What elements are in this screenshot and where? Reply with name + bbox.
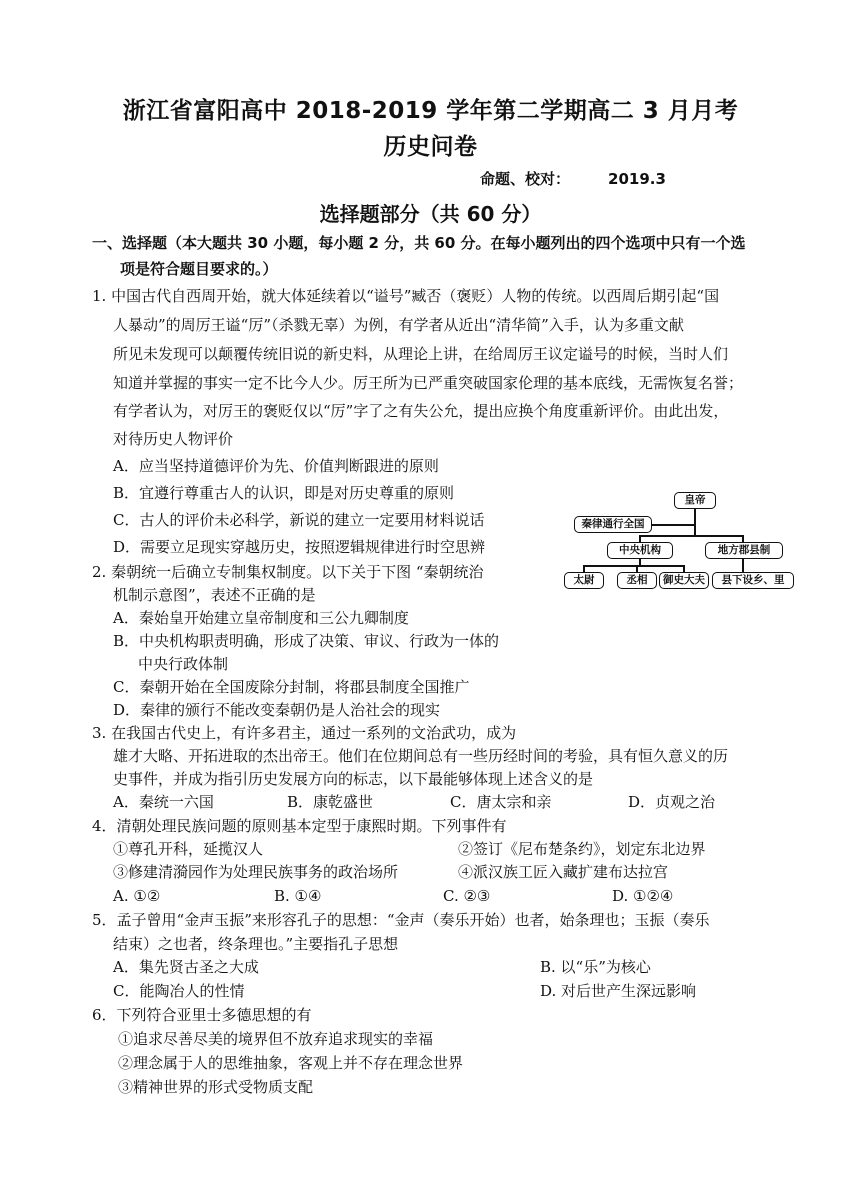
diagram-chengxiang-box: 丞相 (617, 572, 657, 589)
diagram-connector (639, 535, 641, 543)
exam-title: 浙江省富阳高中 2018-2019 学年第二学期高二 3 月月考 (122, 98, 739, 124)
diagram-connector (683, 565, 685, 573)
setter-line (480, 168, 666, 189)
question-1-option-c: C．古人的评价未必科学，新说的建立一定要用材料说话 (113, 511, 485, 529)
question-5-line: 结束）之也者，终条理也。”主要指孔子思想 (113, 935, 399, 953)
question-4-item-1: ①尊孔开科，延揽汉人 (113, 840, 264, 858)
question-6-item-3: ③精神世界的形式受物质支配 (118, 1078, 314, 1096)
question-5-option-a: A．集先贤古圣之大成 (113, 958, 259, 976)
question-2-option-a: A．秦始皇开始建立皇帝制度和三公九卿制度 (113, 609, 409, 627)
question-1-option-b: B．宜遵行尊重古人的认识，即是对历史尊重的原则 (113, 484, 455, 502)
question-2-line: 机制示意图”，表述不正确的是 (113, 586, 316, 604)
section-title: 选择题部分（共 60 分） (319, 202, 542, 226)
diagram-connector (742, 559, 744, 573)
question-5-option-b: B. 以“乐”为核心 (540, 958, 651, 976)
question-1-line: 所见未发现可以颠覆传统旧说的新史料，从理论上讲，在给周厉王议定谥号的时候，当时人们 (113, 345, 729, 363)
question-6-item-1: ①追求尽善尽美的境界但不放弃追求现实的幸福 (118, 1030, 434, 1048)
question-5-option-d: D. 对后世产生深远影响 (540, 982, 697, 1000)
question-4-item-3: ③修建清漪园作为处理民族事务的政治场所 (113, 863, 399, 881)
diagram-connector (636, 565, 638, 573)
qin-governance-diagram (562, 488, 800, 598)
diagram-central-box: 中央机构 (607, 542, 673, 559)
setter-label: 命题、校对： (480, 170, 571, 188)
diagram-connector (742, 535, 744, 543)
diagram-connector (583, 565, 684, 567)
diagram-emperor-box: 皇帝 (674, 492, 716, 509)
question-4-item-2: ②签订《尼布楚条约》，划定东北边界 (458, 840, 706, 858)
question-4-option-a: A. ①② (113, 887, 161, 905)
question-4-line: 4．清朝处理民族问题的原则基本定型于康熙时期。下列事件有 (92, 817, 507, 835)
diagram-connector (583, 565, 585, 573)
question-1-line: 知道并掌握的事实一定不比今人少。厉王所为已严重突破国家伦理的基本底线，无需恢复名誉； (113, 374, 744, 392)
question-3-option-a: A．秦统一六国 (113, 793, 214, 811)
exam-date: 2019.3 (608, 170, 666, 188)
question-3-option-c: C．唐太宗和亲 (450, 793, 552, 811)
question-5-line: 5．孟子曾用“金声玉振”来形容孔子的思想：“金声（奏乐开始）也者，始条理也；玉振（奏乐 (92, 911, 710, 929)
question-2-option-b: B．中央机构职责明确，形成了决策、审议、行政为一体的 (113, 632, 500, 650)
question-4-option-b: B. ①④ (274, 887, 322, 905)
question-6-line: 6．下列符合亚里士多德思想的有 (92, 1006, 312, 1024)
section-instruction: 一、选择题（本大题共 30 小题，每小题 2 分，共 60 分。在每小题列出的四个选项中只有一个选 (92, 234, 746, 252)
question-1-line: 人暴动”的周厉王谥“厉”（杀戮无辜）为例，有学者从近出“清华简”入手，认为多重文献 (113, 316, 684, 334)
question-4-option-c: C. ②③ (443, 887, 491, 905)
diagram-law-box: 秦律通行全国 (574, 516, 652, 533)
question-1-option-d: D．需要立足现实穿越历史，按照逻辑规律进行时空思辨 (113, 538, 486, 556)
question-5-option-c: C．能陶冶人的性情 (113, 982, 245, 1000)
question-3-option-b: B．康乾盛世 (287, 793, 374, 811)
diagram-taiwei-box: 太尉 (564, 572, 604, 589)
question-2-option-b-cont: 中央行政体制 (138, 655, 229, 673)
diagram-yushi-box: 御史大夫 (659, 572, 709, 589)
exam-subject: 历史问卷 (383, 134, 478, 160)
question-6-item-2: ②理念属于人的思维抽象，客观上并不存在理念世界 (118, 1054, 464, 1072)
question-1-line: 对待历史人物评价 (113, 430, 234, 448)
diagram-local-box: 地方郡县制 (705, 542, 783, 559)
question-1-line: 有学者认为，对厉王的褒贬仅以“厉”字了之有失公允，提出应换个角度重新评价。由此出发， (113, 402, 729, 420)
question-4-item-4: ④派汉族工匠入藏扩建布达拉宫 (458, 863, 669, 881)
diagram-connector (639, 535, 743, 537)
question-3-option-d: D．贞观之治 (628, 793, 716, 811)
question-3-line: 雄才大略、开拓进取的杰出帝王。他们在位期间总有一些历经时间的考验，具有恒久意义的历 (113, 747, 729, 765)
question-2-option-c: C．秦朝开始在全国废除分封制，将郡县制度全国推广 (113, 678, 470, 696)
question-3-line: 史事件，并成为指引历史发展方向的标志，以下最能够体现上述含义的是 (113, 770, 594, 788)
diagram-county-box: 县下设乡、里 (712, 572, 794, 589)
question-2-line: 2. 秦朝统一后确立专制集权制度。以下关于下图 “秦朝统治 (92, 563, 484, 581)
section-instruction-cont: 项是符合题目要求的。） (120, 260, 278, 278)
question-1-line: 1. 中国古代自西周开始，就大体延续着以“谥号”臧否（褒贬）人物的传统。以西周后期引起“国 (92, 287, 720, 305)
question-3-line: 3. 在我国古代史上，有许多君主，通过一系列的文治武功，成为 (92, 724, 517, 742)
question-2-option-d: D．秦律的颁行不能改变秦朝仍是人治社会的现实 (113, 701, 441, 719)
question-4-option-d: D. ①②④ (612, 887, 674, 905)
question-1-option-a: A．应当坚持道德评价为先、价值判断跟进的原则 (113, 457, 439, 475)
diagram-connector (651, 524, 695, 526)
